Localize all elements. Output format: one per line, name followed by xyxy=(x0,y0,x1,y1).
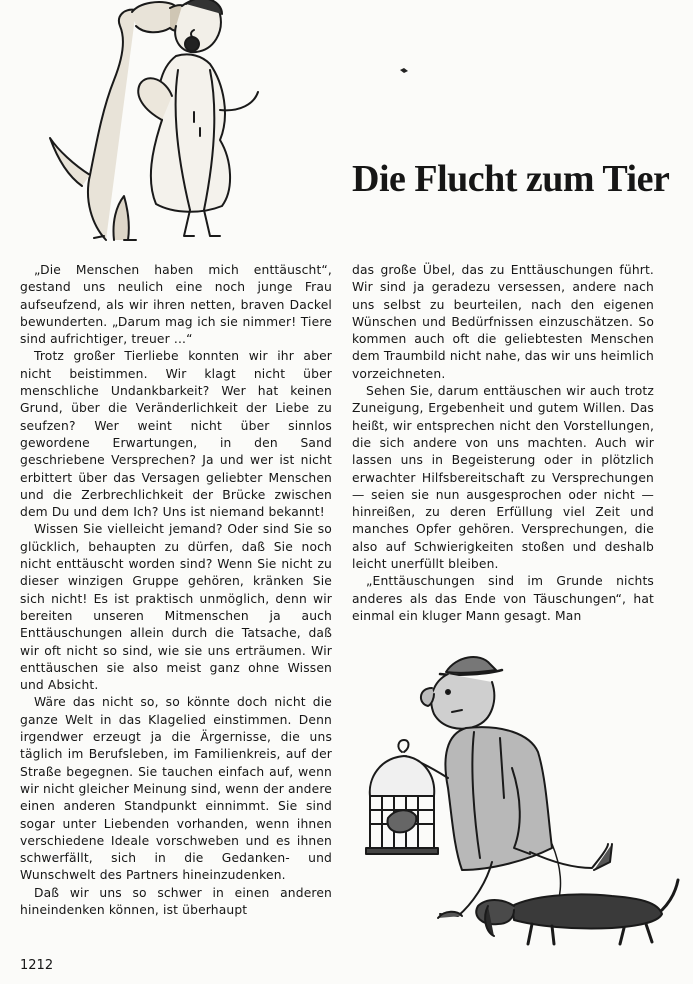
woman-hugging-dog-illustration xyxy=(44,0,264,242)
article-column-left xyxy=(20,262,332,919)
paragraph: Wissen Sie vielleicht jemand? Oder sind Sie so glücklich, behaupten zu dürfen, daß Sie noch nicht enttäuscht worden sind? Wenn Sie nicht zu dieser winzigen Gruppe gehören, kränken Sie sich nicht! Es ist praktisch unmöglich, denn wir bereiten unseren Mitmenschen ja auch Enttäuschungen allein durch die Tatsache, daß wir oft nicht so sind, wie sie uns erträumen. Wir enttäuschen sie also meist ganz ohne Wissen und Absicht. xyxy=(20,522,332,693)
paragraph: Daß wir uns so schwer in einen anderen hineindenken können, ist überhaupt xyxy=(20,885,332,917)
paragraph: Sehen Sie, darum enttäuschen wir auch trotz Zuneigung, Ergebenheit und gutem Willen. Das heißt, wir entsprechen nicht den Vorstellungen, die sich andere von uns machten. Auch wir lassen uns in Begeisterung oder in plötzlich erwachter Hilfsbereitschaft zu Versprechungen — seien sie nun ausgesprochen oder nicht — hinreißen, zu deren Erfüllung viel Zeit und manches Opfer gehören. Versprechungen, die also auf Schwierigkeiten stoßen und deshalb leicht unerfüllt bleiben. xyxy=(352,384,654,572)
paragraph: Wäre das nicht so, so könnte doch nicht die ganze Welt in das Klagelied einstimmen. Denn irgendwer erzeugt ja die Ärgernisse, die uns täglich im Berufsleben, im Familienkreis, auf der Straße begegnen. Sie tauchen einfach auf, wenn wir nicht gleicher Meinung sind, wenn der andere einen anderen Standpunkt einnimmt. Sie sind sogar unter Liebenden vorhanden, wenn ihnen verschiedene Ideale vorschweben und es ihnen schwerfällt, sich in die Gedanken- und Wunschwelt des Partners hineinzudenken. xyxy=(20,695,332,883)
paragraph: „Die Menschen haben mich enttäuscht“, gestand uns neulich eine noch junge Frau aufseufzend, als wir ihren netten, braven Dackel bewunderten. „Darum mag ich sie nimmer! Tiere sind aufrichtiger, treuer ...“ xyxy=(20,263,332,347)
paragraph: Trotz großer Tierliebe konnten wir ihr aber nicht beistimmen. Wir klagt nicht über menschliche Undankbarkeit? Wer hat keinen Grund, über die Veränderlichkeit der Liebe zu seufzen? Wer weint nicht über sinnlos gewordene Erwartungen, in den Sand geschriebene Versprechen? Ja und wer ist nicht erbittert über das Versagen geliebter Menschen und die Zerbrechlichkeit der Brücke zwischen dem Du und dem Ich? Uns ist niemand bekannt! xyxy=(20,349,332,520)
man-with-birdcage-illustration xyxy=(362,648,680,948)
article-title: Die Flucht zum Tier xyxy=(352,158,670,201)
paragraph: „Enttäuschungen sind im Grunde nichts anderes als das Ende von Täuschungen“, hat einmal ein kluger Mann gesagt. Man xyxy=(352,574,654,623)
page-number: 1212 xyxy=(20,958,54,973)
article-column-right xyxy=(352,262,654,625)
ink-speck xyxy=(398,64,410,76)
paragraph: das große Übel, das zu Enttäuschungen führt. Wir sind ja geradezu versessen, andere nach uns selbst zu beurteilen, nach den eigenen Wünschen und Bedürfnissen einzuschätzen. So kommen auch oft die geliebtesten Menschen dem Traumbild nicht nahe, das wir uns heimlich vorzeichneten. xyxy=(352,263,654,381)
